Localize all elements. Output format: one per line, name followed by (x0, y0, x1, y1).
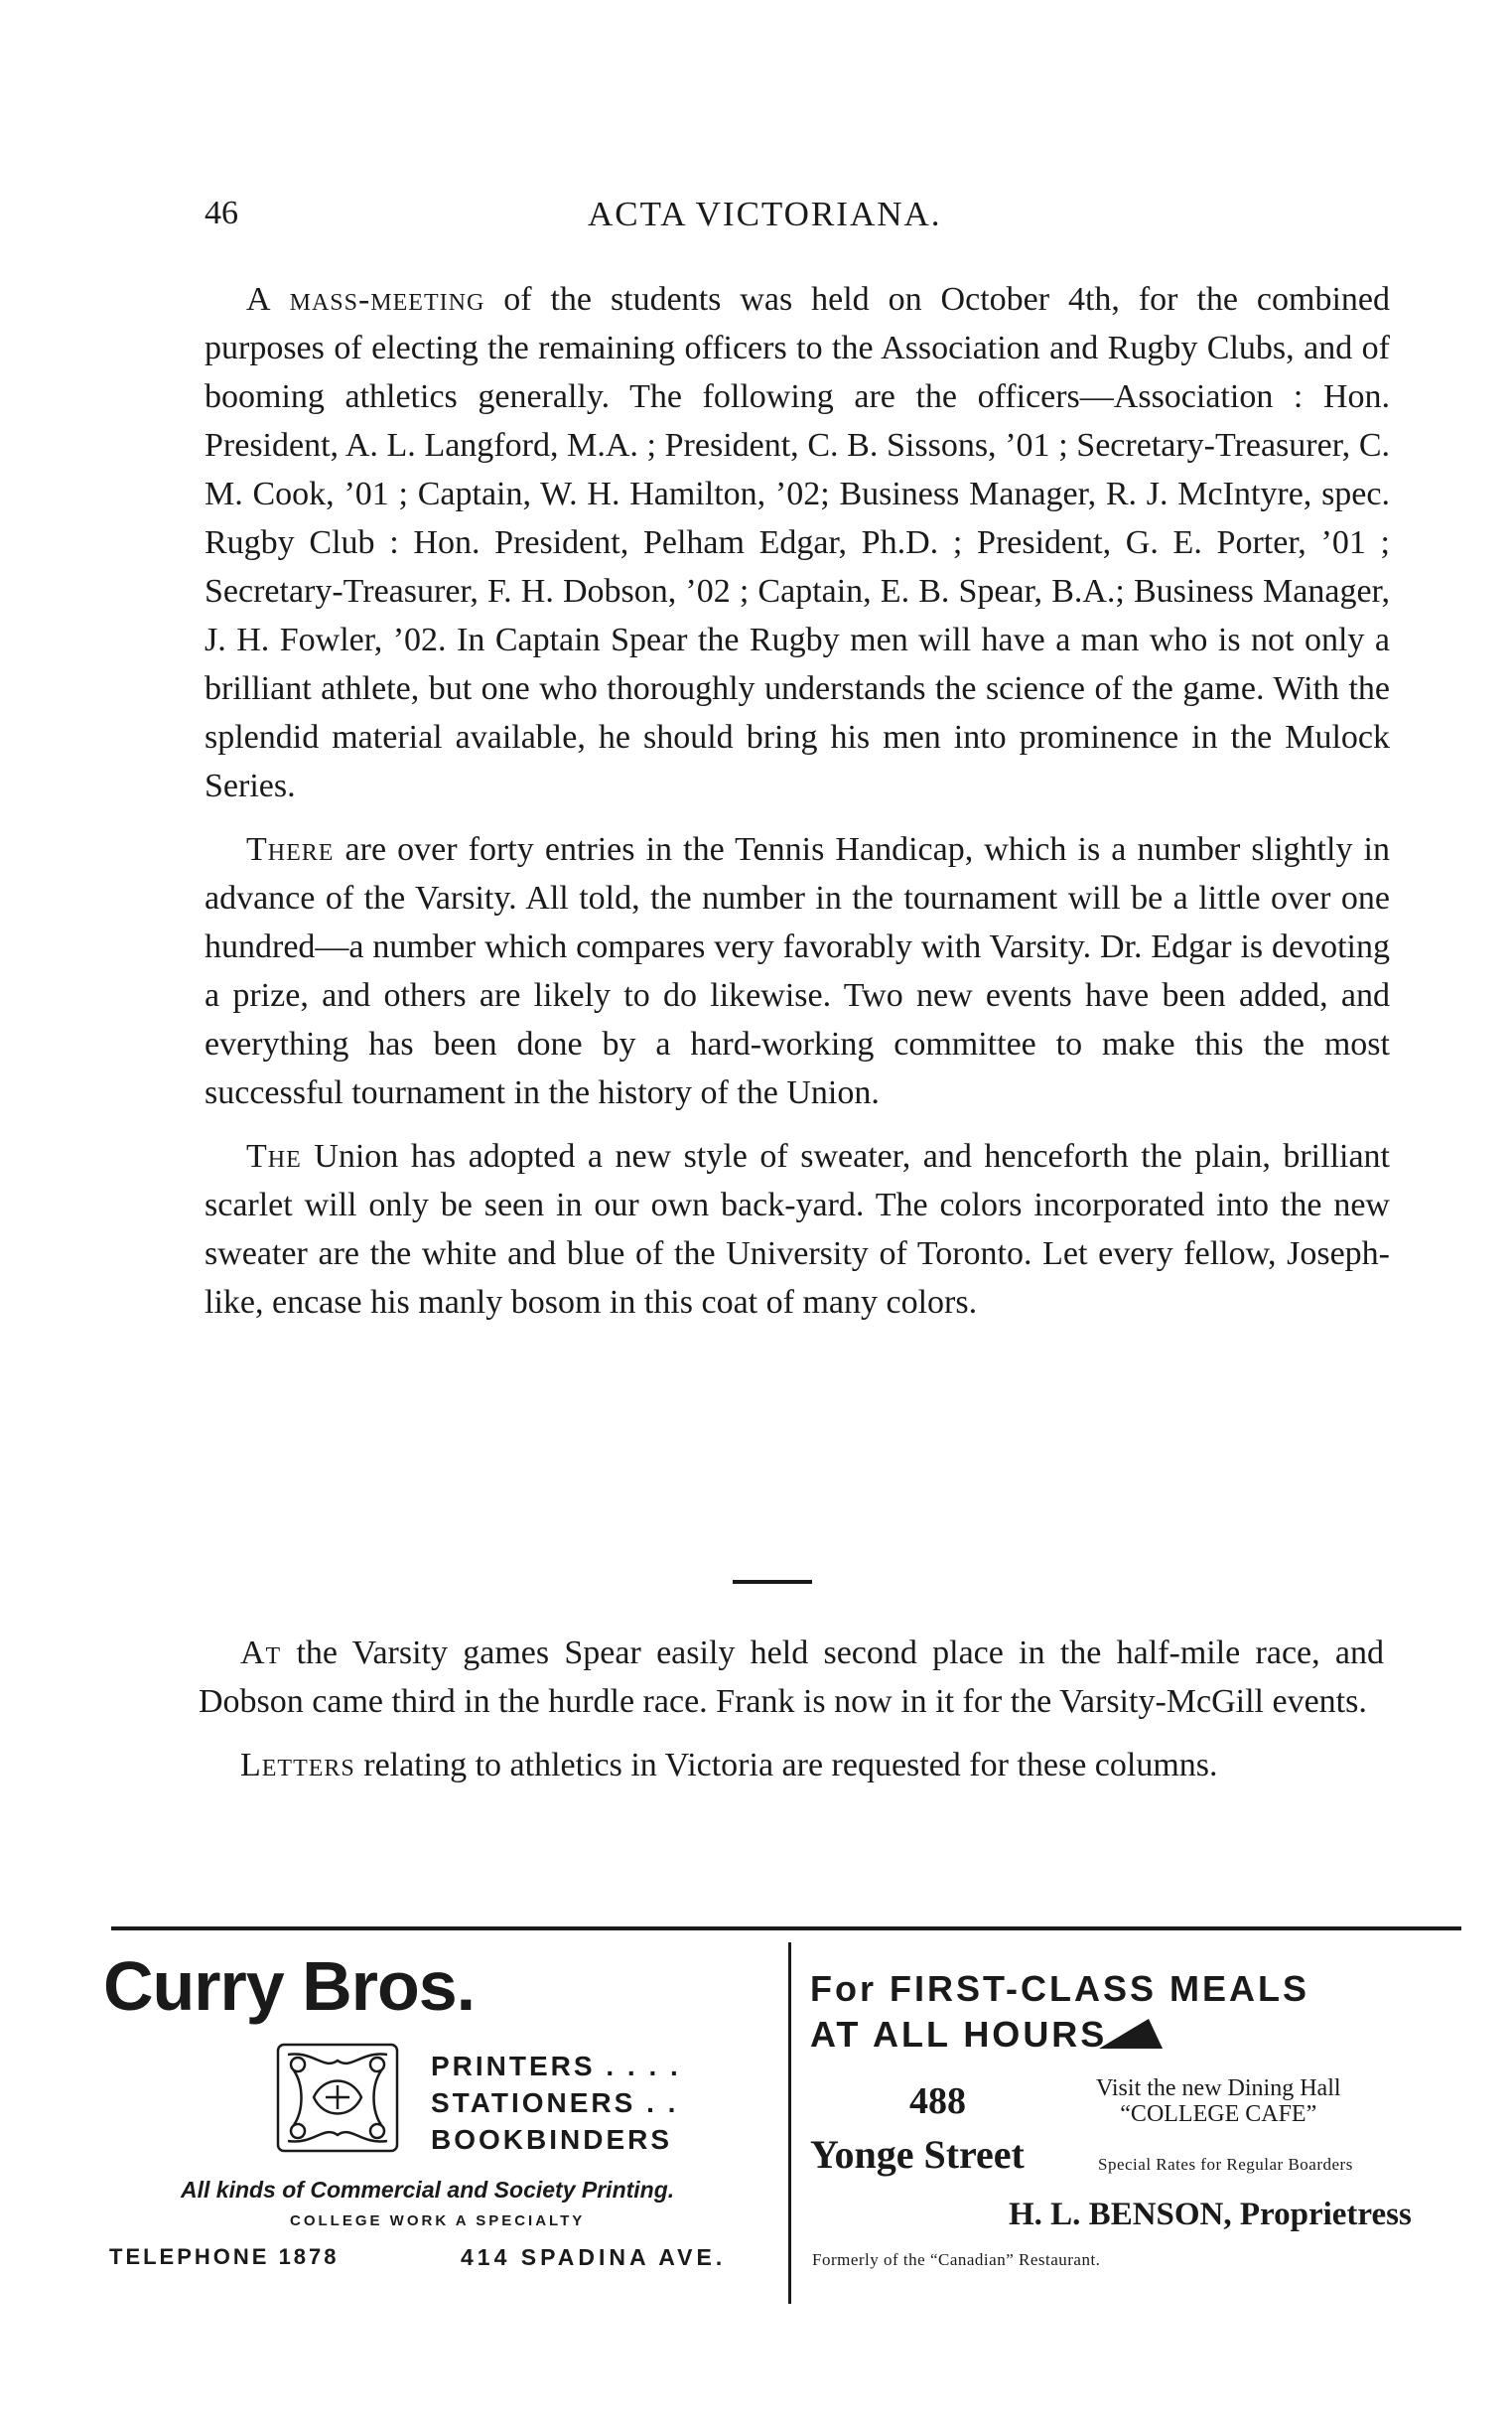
paragraph-text: Union has adopted a new style of sweater, and henceforth the plain, brilliant scarlet will only be seen in our own back-yard. The colors incorporated into the new sweater are the white and blue of the University of Toronto. Let every fellow, Joseph-like, encase his manly bosom in this coat of many colors. (205, 1138, 1390, 1321)
advertisement-curry-bros (103, 1946, 778, 2284)
paragraph-mass-meeting (205, 275, 1390, 810)
ornament-icon (274, 2041, 401, 2155)
ad-street-number: 488 (909, 2080, 966, 2122)
advertisement-college-cafe (810, 1946, 1465, 2284)
ad-services-list (431, 2048, 681, 2158)
ad-headline-line-2 (810, 2012, 1309, 2058)
ad-headline-line-1: For FIRST-CLASS MEALS (810, 1968, 1309, 2009)
ad-headline-line-2-text: AT ALL HOURS (810, 2014, 1108, 2055)
service-stationers: STATIONERS . . (431, 2087, 679, 2118)
ad-address: 414 SPADINA AVE. (461, 2244, 727, 2270)
page-number: 46 (205, 195, 238, 231)
ad-rates: Special Rates for Regular Boarders (1098, 2155, 1353, 2174)
paragraph-text: are over forty entries in the Tennis Handicap, which is a number slightly in advance of the Varsity. All told, the number in the tournament will be a little over one hundred—a number which compares very favorably with Varsity. Dr. Edgar is devoting a prize, and others are likely to do likewise. Two new events have been added, and everything has been done by a hard-working committee to make this the most successful tournament in the history of the Union. (205, 831, 1390, 1111)
article-body-continued (199, 1629, 1384, 1804)
ad-specialty: COLLEGE WORK A SPECIALTY (290, 2212, 586, 2229)
pointer-icon (1099, 2017, 1165, 2051)
article-body (205, 275, 1390, 1342)
paragraph-lead: There (246, 831, 335, 868)
paragraph-lead: A mass-meeting (246, 281, 485, 318)
paragraph-tennis (205, 825, 1390, 1117)
ad-visit-note (1096, 2075, 1341, 2127)
ad-street: Yonge Street (810, 2132, 1025, 2177)
service-printers: PRINTERS . . . . (431, 2051, 681, 2081)
ad-visit-line-2: “COLLEGE CAFE” (1120, 2101, 1317, 2127)
ad-telephone: TELEPHONE 1878 (109, 2244, 340, 2269)
paragraph-letters (199, 1741, 1384, 1789)
ad-visit-line-1: Visit the new Dining Hall (1096, 2075, 1341, 2101)
paragraph-sweater (205, 1132, 1390, 1327)
ad-tagline: All kinds of Commercial and Society Printing. (181, 2177, 675, 2203)
paragraph-lead: Letters (240, 1747, 355, 1783)
service-bookbinders: BOOKBINDERS (431, 2124, 673, 2155)
advertisement-column-divider (788, 1942, 791, 2304)
ad-proprietress: H. L. BENSON, Proprietress (1009, 2197, 1412, 2232)
paragraph-varsity-games (199, 1629, 1384, 1726)
section-divider (733, 1580, 812, 1584)
running-title: ACTA VICTORIANA. (588, 195, 942, 233)
ad-headline (810, 1966, 1309, 2058)
paragraph-text: of the students was held on October 4th, for the combined purposes of electing the remaining officers to the Association and Rugby Clubs, and of booming athletics generally. The following are the officers—Association : Hon. President, A. L. Langford, M.A. ; President, C. B. Sissons, ’01 ; Secretary-Treasurer, C. M. Cook, ’01 ; Captain, W. H. Hamilton, ’02; Business Manager, R. J. McIntyre, spec. Rugby Club : Hon. President, Pelham Edgar, Ph.D. ; President, G. E. Porter, ’01 ; Secretary-Treasurer, F. H. Dobson, ’02 ; Captain, E. B. Spear, B.A.; Business Manager, J. H. Fowler, ’02. In Captain Spear the Rugby men will have a man who is not only a brilliant athlete, but one who thoroughly understands the science of the game. With the splendid material available, he should bring his men into prominence in the Mulock Series. (205, 281, 1390, 804)
paragraph-lead: At (240, 1635, 282, 1671)
paragraph-text: relating to athletics in Victoria are requested for these columns. (354, 1747, 1218, 1783)
ad-formerly: Formerly of the “Canadian” Restaurant. (812, 2250, 1101, 2269)
ad-brand-name: Curry Bros. (103, 1947, 476, 2025)
paragraph-lead: The (246, 1138, 302, 1175)
page-header (0, 195, 1512, 244)
advertisement-top-rule (111, 1926, 1461, 1930)
paragraph-text: the Varsity games Spear easily held second place in the half-mile race, and Dobson came third in the hurdle race. Frank is now in it for the Varsity-McGill events. (199, 1635, 1384, 1720)
